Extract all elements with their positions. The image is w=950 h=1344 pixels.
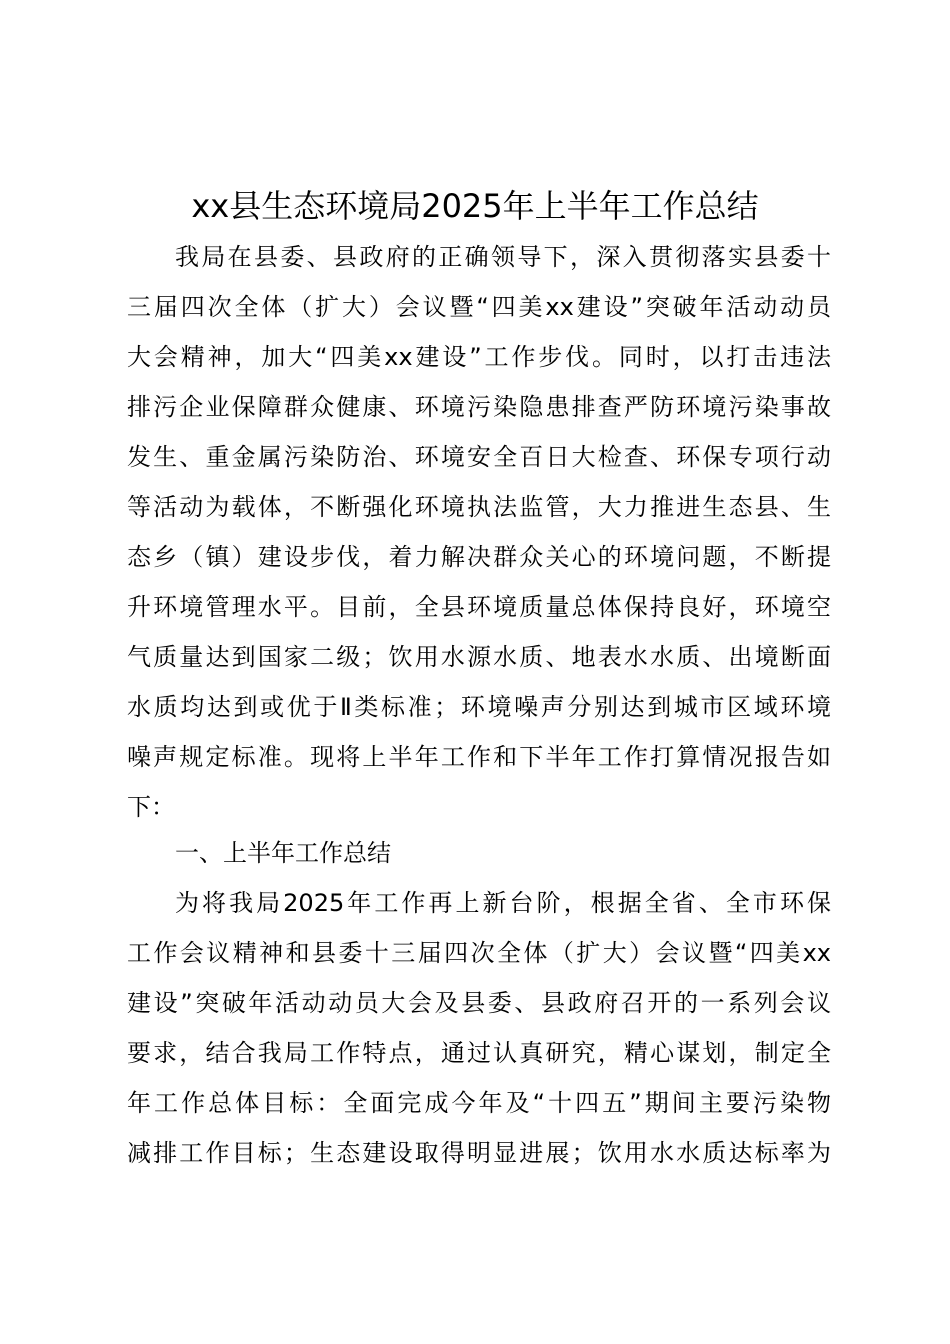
paragraph-line: 为将我局2025年工作再上新台阶，根据全省、全市环保 (175, 889, 831, 917)
paragraph-line: 减排工作目标；生态建设取得明显进展；饮用水水质达标率为 (127, 1139, 831, 1167)
paragraph-line: 大会精神，加大“四美xx建设”工作步伐。同时，以打击违法 (127, 343, 831, 371)
document-title: xx县生态环境局2025年上半年工作总结 (191, 187, 759, 225)
paragraph-line: 建设”突破年活动动员大会及县委、县政府召开的一系列会议 (127, 989, 831, 1017)
paragraph-line: 升环境管理水平。目前，全县环境质量总体保持良好，环境空 (127, 593, 831, 621)
paragraph-line: 下： (127, 793, 175, 821)
paragraph-line: 气质量达到国家二级；饮用水源水质、地表水水质、出境断面 (127, 643, 831, 671)
paragraph-line: 年工作总体目标：全面完成今年及“十四五”期间主要污染物 (127, 1089, 831, 1117)
paragraph-line: 排污企业保障群众健康、环境污染隐患排查严防环境污染事故 (127, 393, 831, 421)
paragraph-line: 我局在县委、县政府的正确领导下，深入贯彻落实县委十 (175, 243, 831, 271)
paragraph-2 (127, 878, 831, 1178)
paragraph-line: 噪声规定标准。现将上半年工作和下半年工作打算情况报告如 (127, 743, 831, 771)
paragraph-line: 水质均达到或优于Ⅱ类标准；环境噪声分别达到城市区域环境 (127, 693, 831, 721)
paragraph-line: 三届四次全体（扩大）会议暨“四美xx建设”突破年活动动员 (127, 293, 831, 321)
paragraph-line: 发生、重金属污染防治、环境安全百日大检查、环保专项行动 (127, 443, 831, 471)
paragraph-line: 等活动为载体，不断强化环境执法监管，大力推进生态县、生 (127, 493, 831, 521)
section-heading (127, 828, 831, 878)
paragraph-1 (127, 232, 831, 832)
paragraph-line: 要求，结合我局工作特点，通过认真研究，精心谋划，制定全 (127, 1039, 831, 1067)
paragraph-line: 态乡（镇）建设步伐，着力解决群众关心的环境问题，不断提 (127, 543, 831, 571)
section-heading-text: 一、上半年工作总结 (175, 839, 391, 867)
paragraph-line: 工作会议精神和县委十三届四次全体（扩大）会议暨“四美xx (127, 939, 831, 967)
